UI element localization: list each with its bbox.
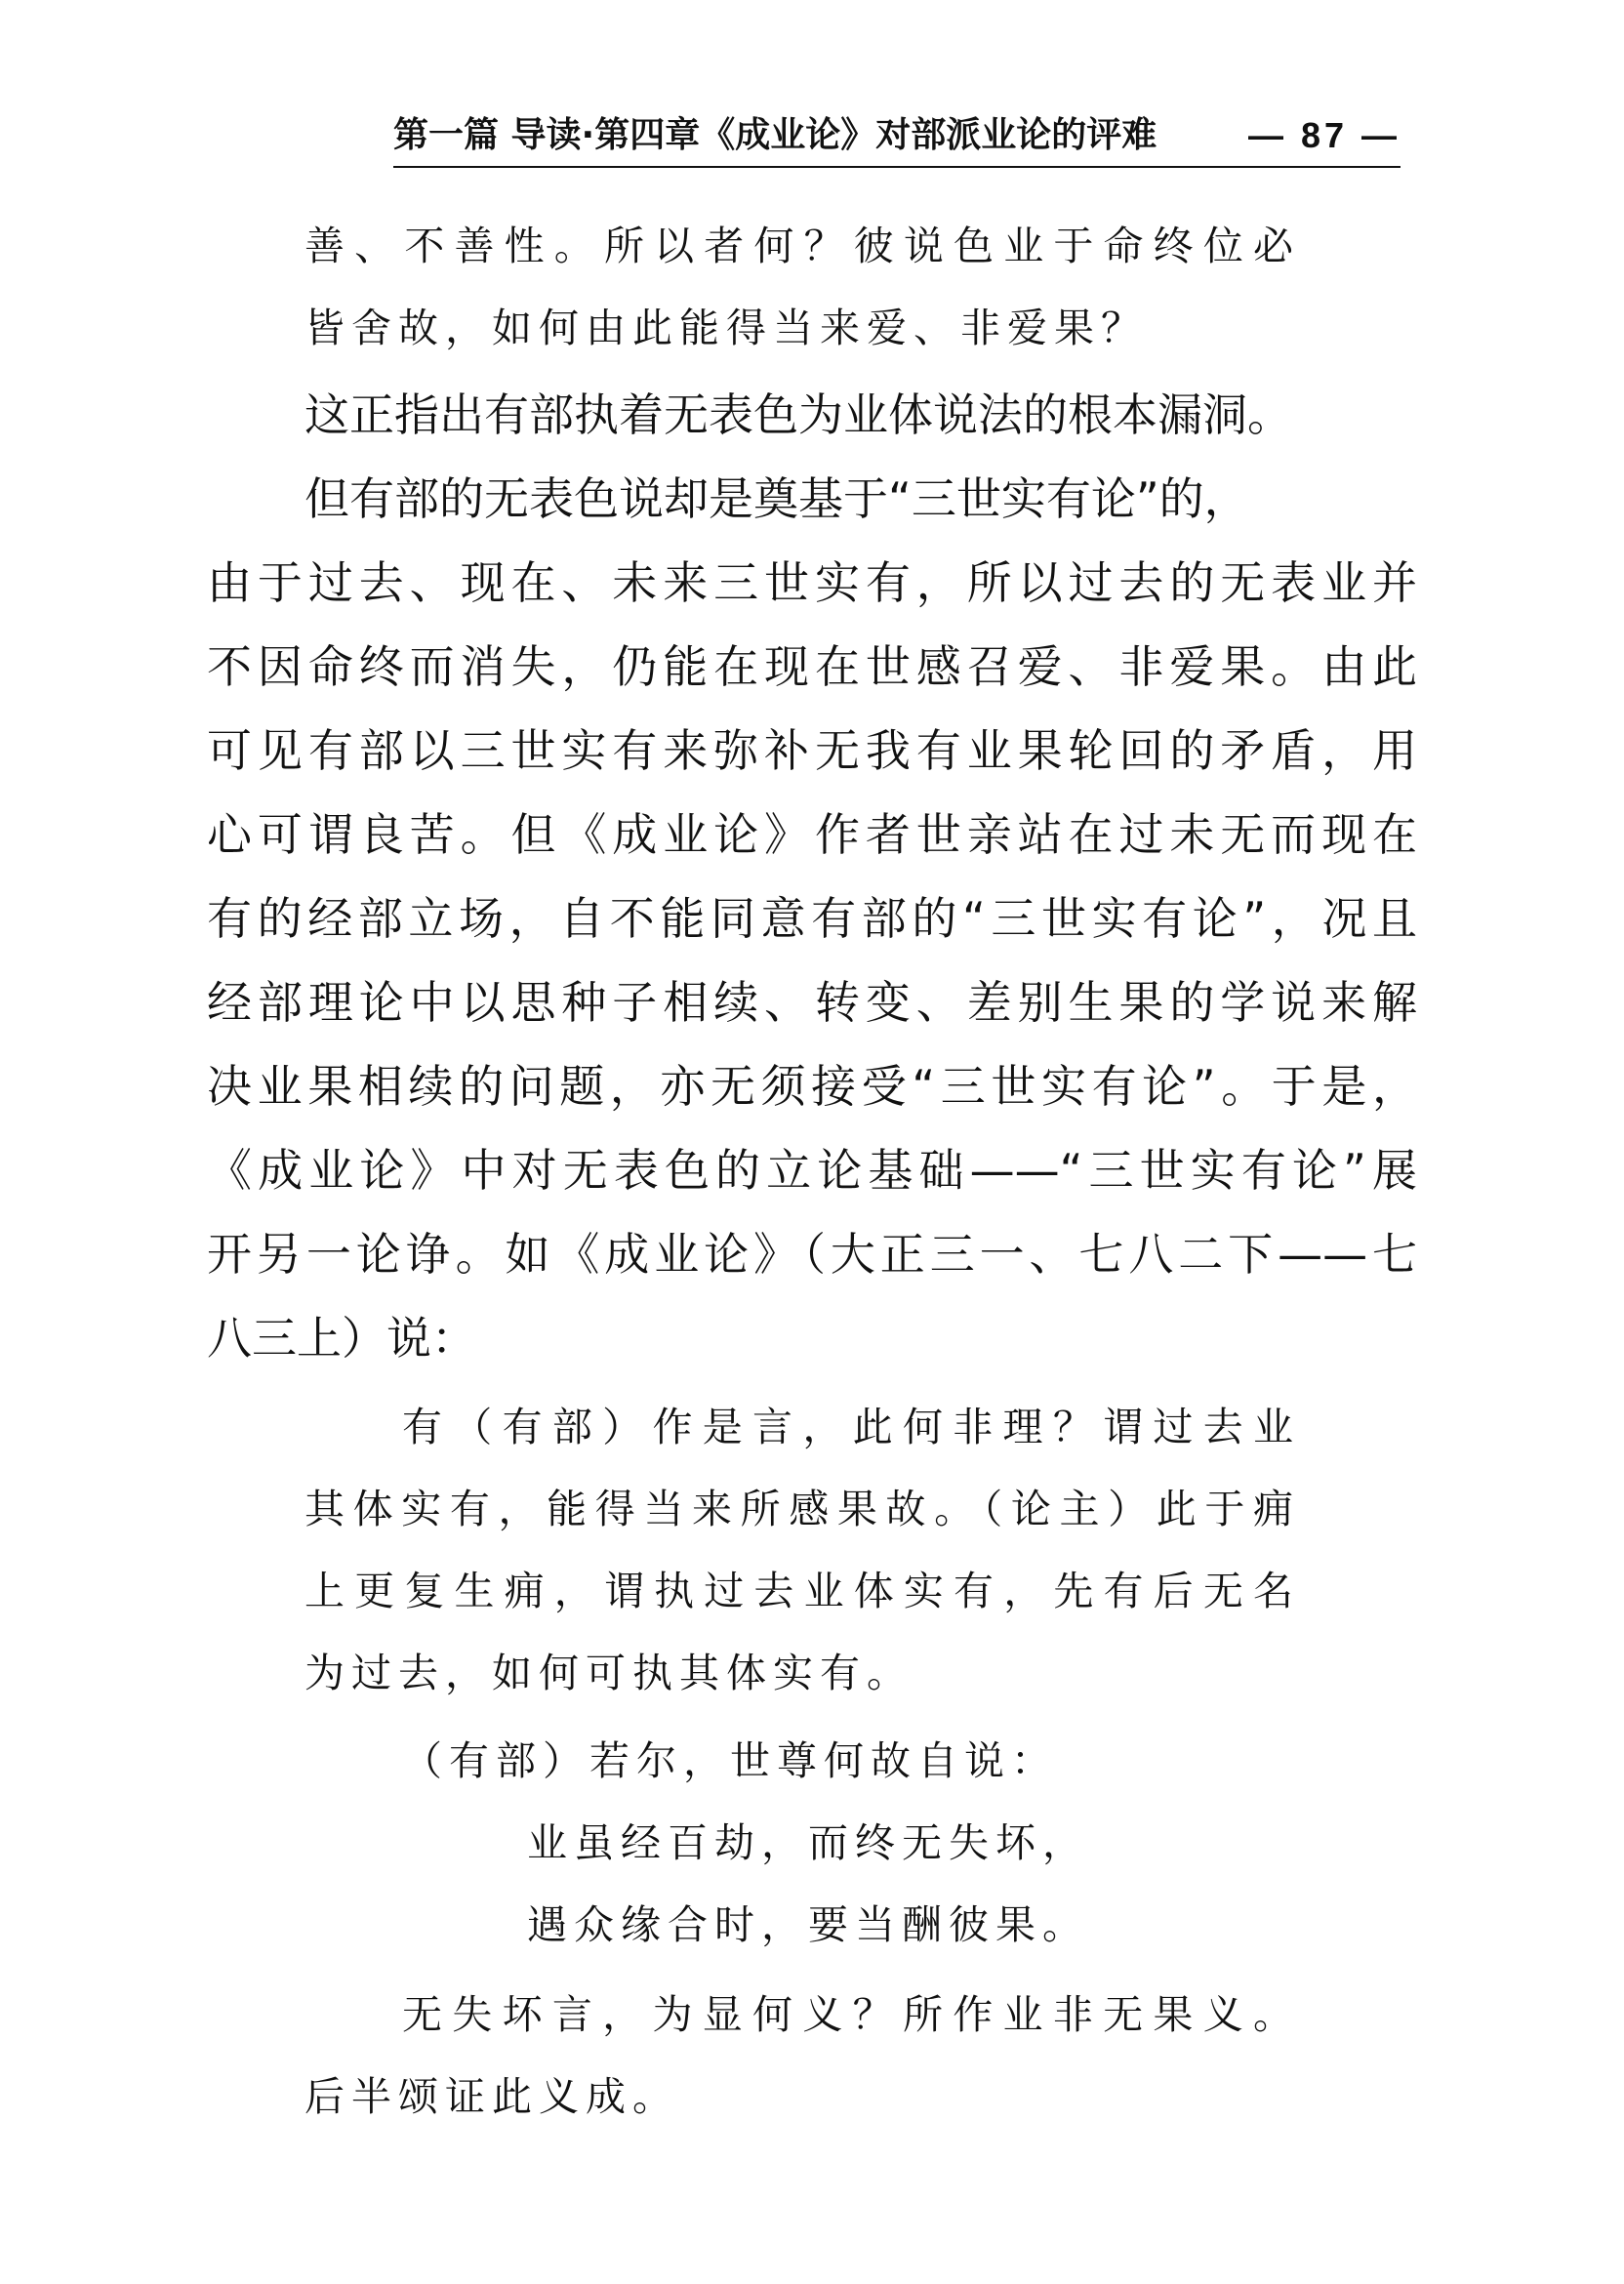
body-line-1: 这正指出有部执着无表色为业体说法的根本漏洞。 (304, 388, 1292, 441)
quote-two-line-1: 有（有部）作是言，此何非理？谓过去业 (402, 1404, 1300, 1450)
verse-line-1: 业虽经百劫，而终无失坏， (527, 1819, 1089, 1866)
body-line-2: 但有部的无表色说却是奠基于“三世实有论”的， (304, 472, 1249, 525)
body-line-3: 由于过去、现在、未来三世实有，所以过去的无表业并 (207, 556, 1417, 609)
body-line-7: 有的经部立场，自不能同意有部的“三世实有论”，况且 (207, 892, 1417, 945)
body-line-8: 经部理论中以思种子相续、转变、差别生果的学说来解 (207, 976, 1417, 1029)
quote-two-line-4: 为过去，如何可执其体实有。 (304, 1650, 914, 1696)
body-line-10: 《成业论》中对无表色的立论基础——“三世实有论”展 (207, 1144, 1417, 1197)
body-line-12: 八三上）说： (207, 1312, 476, 1365)
quote-line-1: 善、不善性。所以者何？彼说色业于命终位必 (304, 223, 1300, 269)
header-title: 第一篇 导读·第四章《成业论》对部派业论的评难 (393, 115, 1157, 155)
quote-three-line-2: 后半颂证此义成。 (304, 2073, 679, 2120)
body-line-4: 不因命终而消失，仍能在现在世感召爱、非爱果。由此 (207, 640, 1417, 693)
quote-three-intro: （有部）若尔，世尊何故自说： (402, 1737, 1058, 1784)
page-number: — 87 — (1247, 115, 1401, 155)
quote-two-line-2: 其体实有，能得当来所感果故。（论主）此于痈 (304, 1486, 1300, 1532)
body-line-5: 可见有部以三世实有来弥补无我有业果轮回的矛盾，用 (207, 724, 1417, 777)
quote-line-2: 皆舍故，如何由此能得当来爱、非爱果？ (304, 305, 1148, 351)
body-line-11: 开另一论诤。如《成业论》（大正三一、七八二下——七 (207, 1228, 1417, 1281)
body-line-9: 决业果相续的问题，亦无须接受“三世实有论”。于是， (207, 1060, 1417, 1113)
body-text (207, 373, 1417, 1380)
body-line-6: 心可谓良苦。但《成业论》作者世亲站在过未无而现在 (207, 808, 1417, 861)
quote-two-line-3: 上更复生痈，谓执过去业体实有，先有后无名 (304, 1568, 1300, 1614)
verse-line-2: 遇众缘合时，要当酬彼果。 (527, 1901, 1089, 1948)
running-header (393, 105, 1401, 168)
quote-three-line-1: 无失坏言，为显何义？所作业非无果义。 (402, 1991, 1300, 2038)
